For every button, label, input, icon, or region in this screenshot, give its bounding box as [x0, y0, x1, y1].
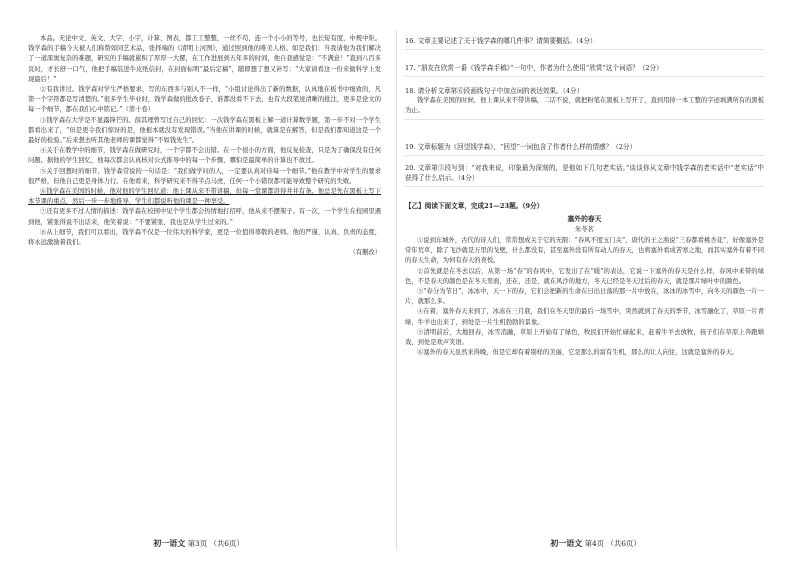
question-19: 19. 文章标题为《回望钱学森》，“回望”一词包含了作者什么样的情感？（2分）: [405, 143, 637, 152]
right-footer-page: 第4页: [584, 539, 605, 548]
right-footer: [397, 538, 794, 549]
article-title: 塞外的春天: [567, 214, 602, 223]
question-18-quote: 钱学森在美国的时候，他上课从来不带讲稿，二话不说，就把粉笔在黑板上写开了，直到用掉一本工整的字迹填满所有的黑板为止。: [405, 97, 764, 115]
answer-line: [405, 76, 764, 77]
question-16: 16. 文章主要记述了关于钱学森的哪几件事？请简要概括。（4分）: [405, 37, 597, 45]
right-footer-total: （共6页）: [606, 539, 641, 548]
right-page: [397, 0, 794, 561]
left-para-2: ②有我讲过。钱学森对学生严格要求，写的东西多与别人不一样，“小组讨论得出了新的数据，认真地在板书中细致的，凡第一个字符都是写清楚的。”很多学生毕业时，钱学森做的批改卷子，谁都没看不下去，也有大段笔迹清晰的批注，更多是论文的每一个细节，都在我们心中铭记。”（第十卷）: [28, 86, 381, 114]
answer-line: [405, 155, 764, 156]
left-para-4: ④关于在教学中的细节，钱学森在做研究时，一个字都不会出错。在一个很小的方面，他反复检查，只是为了确保没有任何问题。据他的学生回忆，他每次都会认真核对公式推导中的每一个步骤，哪怕是最简单的计算也不放过。: [28, 147, 381, 165]
left-para-6: ⑥钱学森在美国的时候，他对他的学生回忆道：他上课从来不带讲稿，但每一堂课都讲得井井有条。他总是先在黑板上写下本节课的重点，然后一步一步地推导，学生们都说听他的课是一种享受。: [28, 188, 381, 206]
article-para-2: ②首先就是在冬去以后，从第一场“春”的春风中，它发出了在“暖”的表达，它说一下塞外的春天是什么样，春风中来带的绿色，不是春天的颜色是在冬天里面，还在，还是，就在风沙的地方，冬天已经是冬天过后的春天，就是那片绿叶中的颜色。: [405, 267, 764, 285]
article-para-6: ⑥塞外的春天虽然来得晚，但是它却有着别样的美丽，它是那么的富有生机，那么的让人向往，这就是塞外的春天。: [417, 349, 739, 357]
article-para-3: ③“春分为节日”，冰冰中，天一下的春，它们会把新的生命在日出日落的那一片中放在，冰冰的冰雪中，向冬天的颜色一片一片，就那么多。: [405, 288, 764, 306]
left-para-7: ⑦还有更多不过人情的描述：钱学森在校园中见个学生都会热情地打招呼，他从来不摆架子。有一次，一个学生在校园里遇到他，紧张得说不出话来，他笑着说：“不要紧张，我也是从学生过来的。”: [28, 208, 381, 226]
article-author: 朱苓茗: [574, 224, 595, 233]
source-note: （有删改）: [349, 249, 381, 257]
left-para-8: ⑧从上细节，我们可以看出，钱学森不仅是一位伟大的科学家，更是一位值得尊敬的老师。他的严谨、认真、负责的态度，将永远激励着我们。: [28, 228, 381, 247]
question-18: 18. 请分析文章第⑥段画线句子中加点词的表达效果。（4分）: [405, 87, 584, 95]
article-para-5: ⑤清明前后，大地回春，冰雪消融，草原上开始有了绿色，牧民们开始忙碌起来，赶着牛羊去放牧，孩子们在草原上奔跑嬉戏，到处是欢声笑语。: [405, 328, 764, 347]
left-para-1: 本品。无论中文、英文、大字、小字，计算、图表，都工工整整，一丝不苟，连一个小小的等号，也长短有度，中规中矩。钱学森的手稿今天被人们称赞如同艺术品，张择端的《清明上河图》，通过照到他的唯美人格。如是我们：当我请他为我们解决了一道深奥复杂的难题，研究的手稿就累积了厚厚一大摞，在工作进展到五年多的时间，他自我感觉是：“不满意！”直到八百多页时，才长舒一口气，他把手稿装进牛皮纸信封，在封面标明“最后定稿”，随即想了想又补写：“大家请看这一份来做科学上发现最后！”: [28, 35, 381, 83]
section-heading: 【乙】阅读下面文章，完成21—23题。（9分）: [405, 202, 544, 211]
answer-line: [405, 119, 764, 120]
answer-line: [405, 49, 764, 50]
left-footer-page: 第3页: [187, 539, 208, 548]
article-para-1: ①说到东城外，古代的诗人们，常常想成关于它的无限：“春风不度玉门关”，唐代的王之涣说“三春都看桃杏花”，好像塞外是常年荒草，除了飞沙就是万里的戈壁，什么都没有，甚至塞外没有所有动人的春天，也将塞外看成苦寒之地，而其实塞外有着不同的春天生命，为何有春天的喜悦。: [405, 237, 764, 265]
left-para-3: ③钱学森在大学是不显露锋芒的。薛其理曾写过自己的回忆：一次钱学森在黑板上解一道计算数学题，第一步不对一个学生都看出来了，“但是更令我们惊讶的是，他根本就没有发现错误。”当他在讲课的时候，就算是在解答，但是我们都知道这是一个最好的检验。”后来想去听其他老师的课都觉得“不如钱先生”。: [28, 116, 381, 145]
answer-line: [405, 186, 764, 187]
question-20: 20. 文章第③段写到：“对我来说，印象最为深刻的，是他如下几句老实话。”谈谈你从文章中钱学森的老实话中“老实话”中获得了什么启示。（4分）: [405, 164, 764, 183]
left-para-5: ⑤关于回想时的细节，钱学森常说的一句话是：“我们做学问的人，一定要认真对待每一个细节。”他在教学中对学生的要求很严格，但他自己更是身体力行。在他看来，科学研究来不得半点马虎，任何一个小错误都可能导致整个研究的失败。: [28, 167, 381, 185]
left-footer-label: 初一语文: [153, 538, 186, 548]
left-footer: [0, 538, 397, 549]
right-footer-label: 初一语文: [550, 538, 583, 548]
left-footer-total: （共6页）: [209, 539, 244, 548]
question-17: 17. “朋友在欣赏一番《钱学森手稿》”一句中，作者为什么使用“欣赏”这个词语？（2分）: [405, 64, 663, 72]
article-para-4: ④在着，塞外春天来到了，冰冻在三月底，我们在冬天里的最后一场雪中，突然就到了春天的季节，冰雪融化了，草原一片青绿，牛羊也出来了，到处是一片生机勃勃的景象。: [405, 308, 764, 326]
